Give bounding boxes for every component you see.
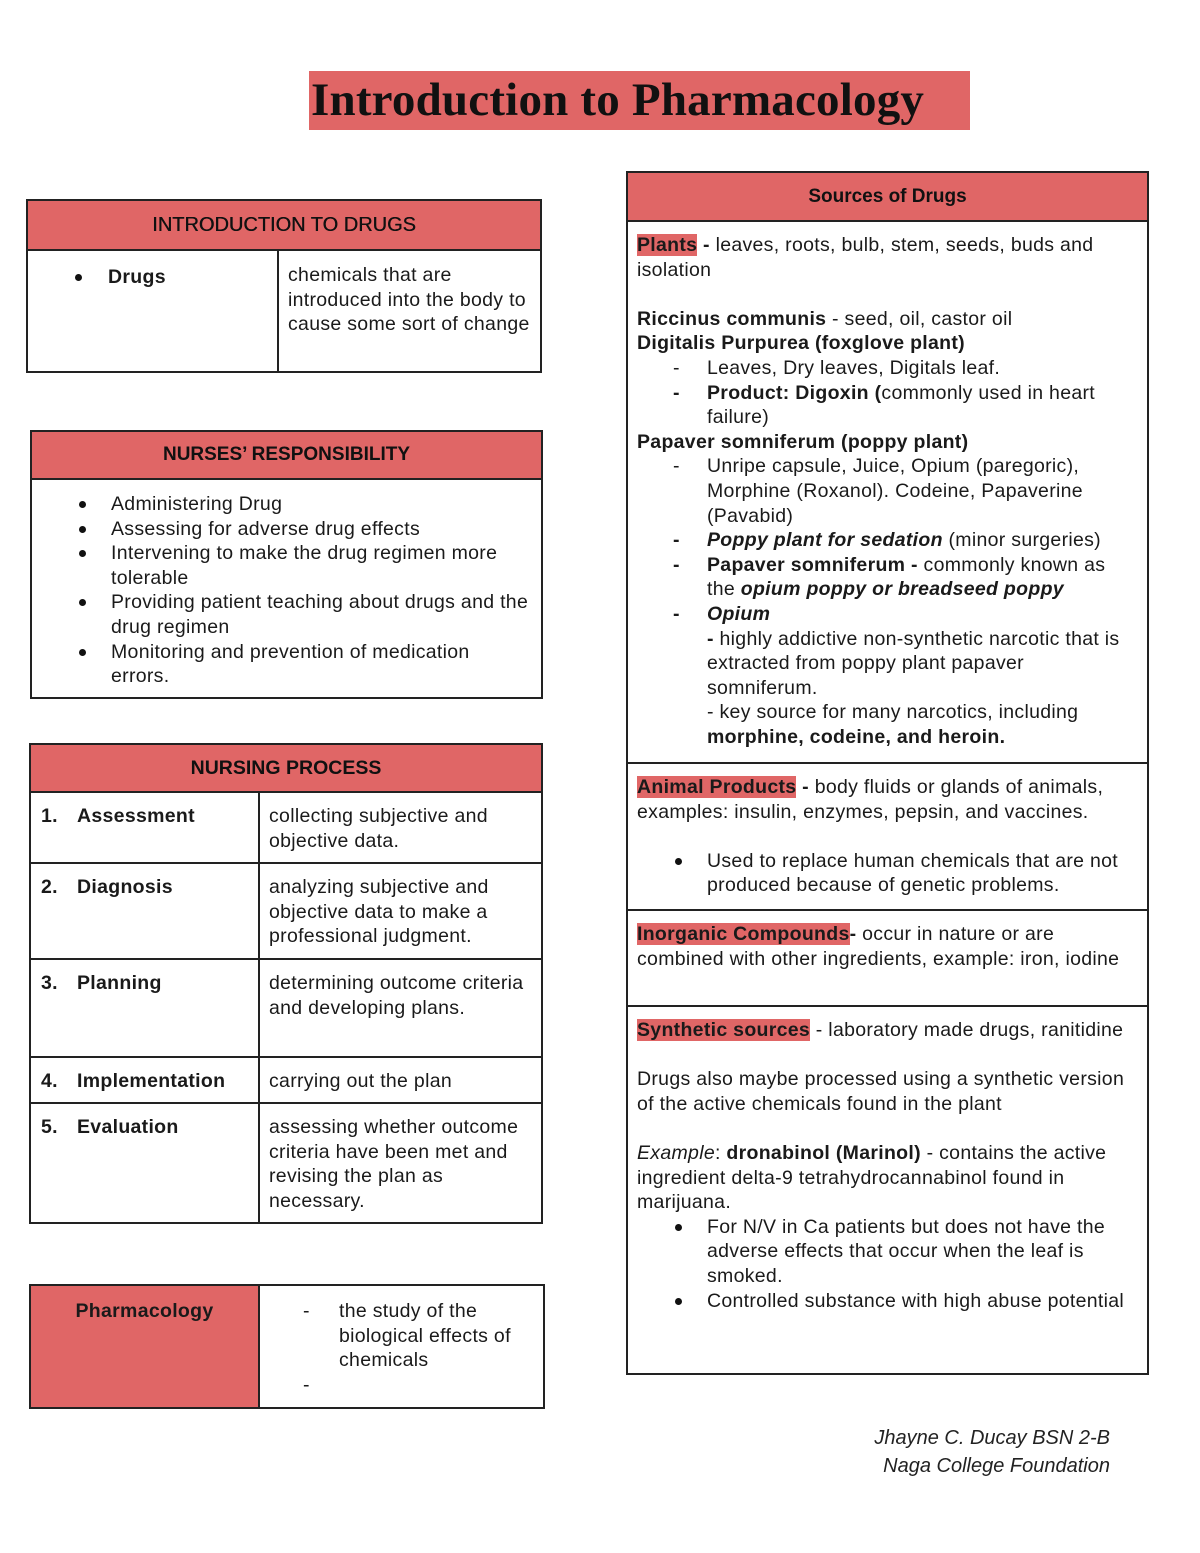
step-number: 5. [41,1116,58,1138]
step-name: Planning [77,972,162,994]
list-item: Intervening to make the drug regimen more tolerable [32,541,531,590]
step-description: carrying out the plan [269,1070,452,1092]
list-item: - Unripe capsule, Juice, Opium (paregoric), Morphine (Roxanol). Codeine, Papaverine (Pavabid) [637,454,1137,528]
step-description: analyzing subjective and objective data to make a professional judgment. [269,876,489,948]
synthetic-para: Drugs also maybe processed using a synthetic version of the active chemicals found in the plant [637,1068,1125,1115]
animal-intro [637,775,1137,824]
inorganic-section [628,911,1147,1007]
step-name: Evaluation [77,1116,179,1138]
list-item: Monitoring and prevention of medication errors. [32,640,531,689]
list-item: Administering Drug [32,492,531,517]
step-description: assessing whether outcome criteria have been met and revising the plan as necessary. [269,1116,519,1212]
nurses-list [32,480,541,689]
step-name-cell [31,1104,260,1222]
animal-sep: - [796,776,815,798]
inorganic-label: Inorganic Compounds [637,923,850,945]
papaver-known-desc: commonly known as the [707,553,1106,601]
author-name: Jhayne C. Ducay BSN 2-B [874,1427,1110,1449]
step-number: 3. [41,972,58,994]
step-name-cell [31,960,260,1056]
example-drug: dronabinol (Marinol) [726,1141,921,1164]
opium-desc1: highly addictive non-synthetic narcotic that is extracted from poppy plant papaver somniferum. [707,627,1120,699]
synthetic-example [637,1141,1137,1215]
table-row [28,251,540,371]
sources-header: Sources of Drugs [628,173,1147,222]
digoxin-desc: commonly used in heart failure) [707,381,1096,429]
digoxin-label: Product: Digoxin ( [707,381,882,404]
list-item: Used to replace human chemicals that are not produced because of genetic problems. [637,849,1137,898]
animal-desc: body fluids or glands of animals, examples: insulin, enzymes, pepsin, and vaccines. [637,776,1104,823]
papaver-bold-list [637,528,1137,749]
synthetic-label: Synthetic sources [637,1019,811,1041]
nurses-header: NURSES’ RESPONSIBILITY [32,432,541,480]
list-item [637,528,1137,553]
riccinus-line [637,307,1137,332]
list-item: Assessing for adverse drug effects [32,517,531,542]
plants-intro [637,233,1137,282]
sources-of-drugs-table [626,171,1149,1375]
step-number: 4. [41,1070,58,1092]
synthetic-intro [637,1018,1137,1043]
synthetic-desc: - laboratory made drugs, ranitidine [810,1019,1124,1041]
example-desc: - contains the active ingredient delta-9 tetrahydrocannabinol found in marijuana. [637,1141,1107,1214]
list-item: - the study of the biological effects of chemicals [260,1299,533,1373]
plants-label: Plants [637,234,698,256]
synthetic-section [628,1007,1147,1313]
table-row [31,793,541,864]
list-item [637,381,1137,430]
intro-to-drugs-table [26,199,542,373]
list-item: - Leaves, Dry leaves, Digitals leaf. [637,356,1137,381]
intro-definition: chemicals that are introduced into the body to cause some sort of change [288,264,530,336]
step-name-cell [31,793,260,862]
step-name: Assessment [77,805,195,827]
table-row [31,1058,541,1104]
inorganic-desc: occur in nature or are combined with other ingredients, example: iron, iodine [637,923,1120,970]
table-row [31,864,541,960]
intro-header: INTRODUCTION TO DRUGS [28,201,540,251]
intro-term: Drugs [28,251,279,371]
pharmacology-definition-cell [260,1286,543,1407]
plants-sep: - [697,234,716,256]
papaver-known-label: Papaver somniferum - [707,553,924,576]
riccinus-desc: - seed, oil, castor oil [826,307,1013,330]
poppy-sedation: Poppy plant for sedation [707,529,943,552]
inorganic-sep: - [849,923,863,945]
opium-label: Opium [707,602,771,625]
papaver-known-names: opium poppy or breadseed poppy [740,578,1064,601]
table-row [31,1104,541,1222]
list-item [637,553,1137,602]
list-item [637,602,1137,750]
nursing-process-table [29,743,543,1224]
table-row [31,960,541,1058]
example-label: Example [637,1141,715,1164]
papaver-list [637,454,1137,528]
animal-products-section [628,764,1147,911]
pharmacology-table [29,1284,545,1409]
process-header: NURSING PROCESS [31,745,541,793]
synthetic-list [637,1215,1137,1313]
page-title: Introduction to Pharmacology [311,74,925,126]
pharmacology-list [260,1299,533,1397]
animal-list [637,849,1137,898]
poppy-sedation-desc: (minor surgeries) [942,529,1101,552]
list-item: Providing patient teaching about drugs and the drug regimen [32,590,531,639]
step-number: 1. [41,805,58,827]
riccinus-name: Riccinus communis [637,307,827,330]
nurses-responsibility-box [30,430,543,699]
step-name-cell [31,1058,260,1102]
step-description: collecting subjective and objective data. [269,805,488,852]
list-item: Controlled substance with high abuse potential [637,1289,1137,1314]
school-name: Naga College Foundation [883,1455,1110,1477]
opium-narcotics: morphine, codeine, and heroin. [707,725,1006,748]
inorganic-intro [637,922,1137,971]
digitalis-name: Digitalis Purpurea (foxglove plant) [637,332,965,355]
opium-dash: - [707,627,720,650]
animal-label: Animal Products [637,776,797,798]
step-number: 2. [41,876,58,898]
step-name: Implementation [77,1070,226,1092]
opium-desc2: - key source for many narcotics, including [707,701,1079,724]
step-name-cell [31,864,260,958]
example-colon: : [714,1141,727,1164]
plants-section [628,222,1147,764]
title-highlight [309,71,970,130]
plants-desc: leaves, roots, bulb, stem, seeds, buds and isolation [637,234,1094,281]
list-item [260,1373,533,1398]
step-description: determining outcome criteria and developing plans. [269,972,524,1019]
digoxin-list [637,381,1137,430]
pharmacology-term: Pharmacology [31,1286,260,1407]
step-name: Diagnosis [77,876,173,898]
papaver-name: Papaver somniferum (poppy plant) [637,430,969,453]
digitalis-list [637,356,1137,381]
list-item: For N/V in Ca patients but does not have the adverse effects that occur when the leaf is smoked. [637,1215,1137,1289]
